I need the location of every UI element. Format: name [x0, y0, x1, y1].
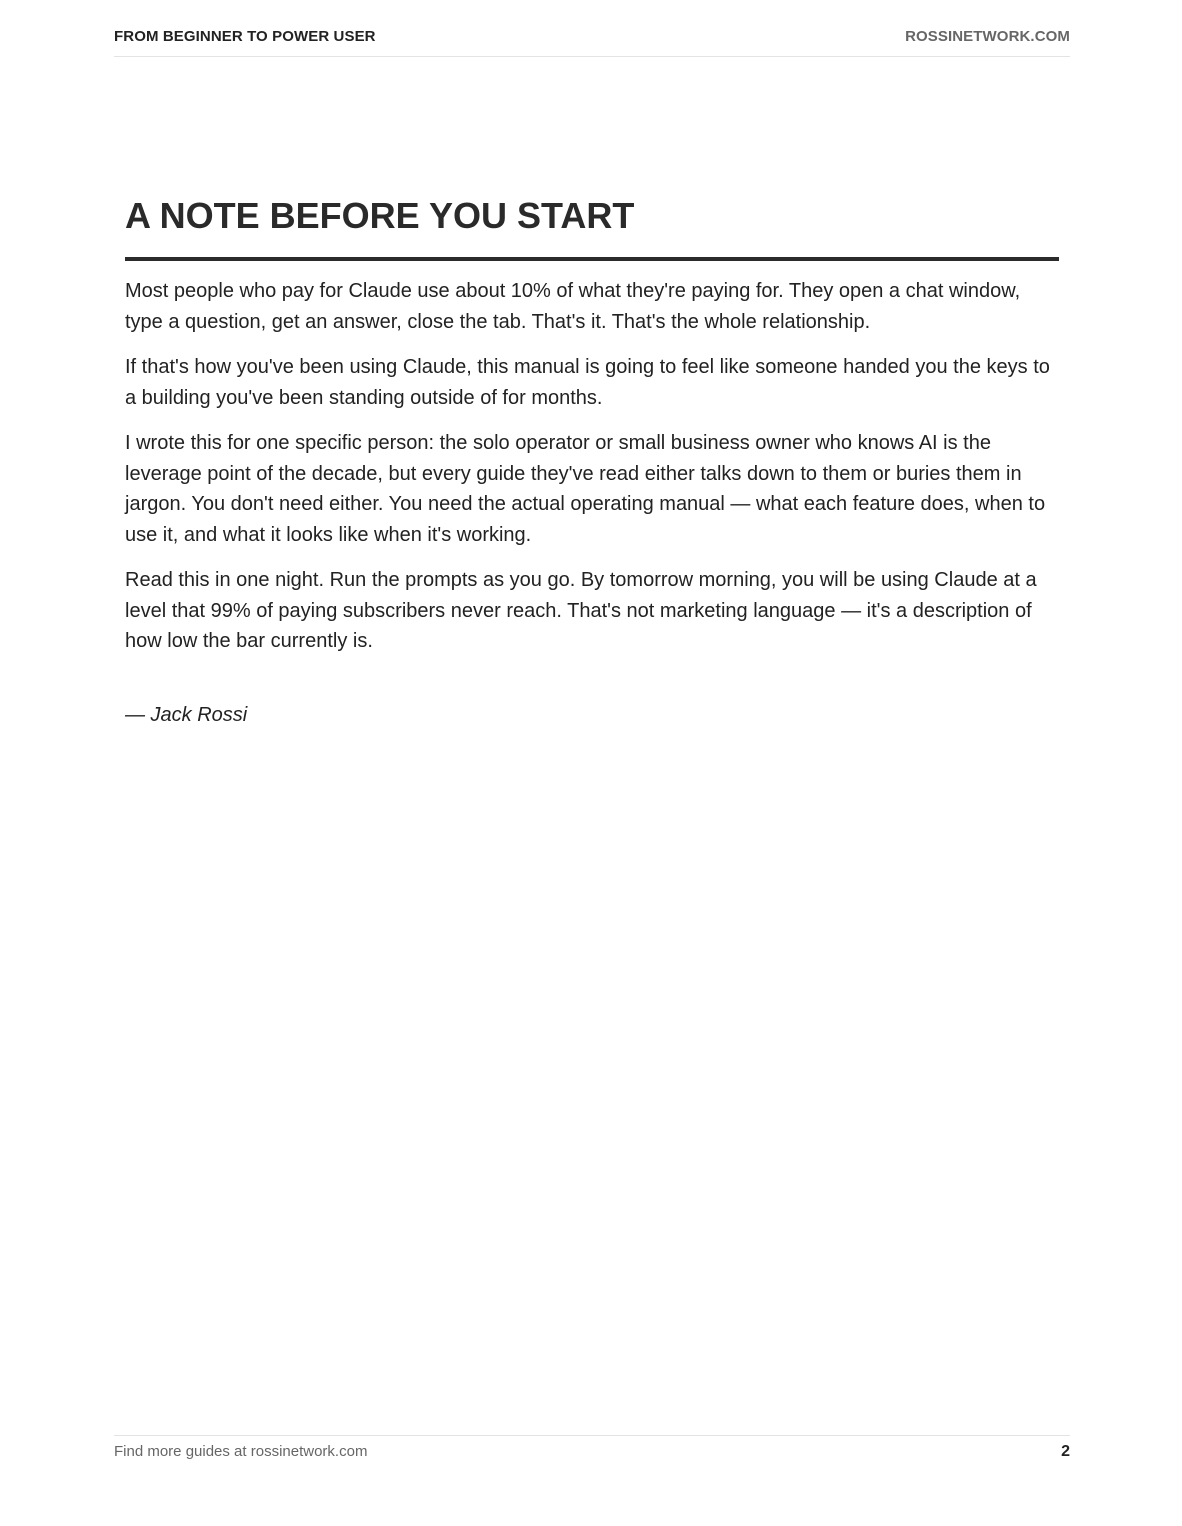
paragraph: I wrote this for one specific person: the solo operator or small business owner who knows AI is the leverage point of the decade, but every guide they've read either talks down to them or buries them in jargon. You don't need either. You need the actual operating manual — what each feature does, when to use it, and what it looks like when it's working. — [125, 432, 1046, 546]
page-title: A NOTE BEFORE YOU START — [125, 194, 1059, 261]
page-number: 2 — [1061, 1443, 1070, 1460]
footer-text: Find more guides at rossinetwork.com — [114, 1443, 368, 1460]
paragraph: Read this in one night. Run the prompts as you go. By tomorrow morning, you will be using Claude at a level that 99% of paying subscribers never reach. That's not marketing language — it's a description of how low the bar currently is. — [125, 569, 1037, 652]
running-header — [114, 28, 1070, 57]
header-site: ROSSINETWORK.COM — [905, 28, 1070, 45]
header-book-title: FROM BEGINNER TO POWER USER — [114, 28, 376, 45]
body-text — [125, 276, 1059, 657]
running-footer — [114, 1435, 1070, 1461]
author-signature: — Jack Rossi — [125, 703, 248, 726]
page-content — [125, 194, 1059, 730]
paragraph: Most people who pay for Claude use about 10% of what they're paying for. They open a chat window, type a question, get an answer, close the tab. That's it. That's the whole relationship. — [125, 280, 1021, 333]
paragraph: If that's how you've been using Claude, this manual is going to feel like someone handed you the keys to a building you've been standing outside of for months. — [125, 356, 1050, 409]
